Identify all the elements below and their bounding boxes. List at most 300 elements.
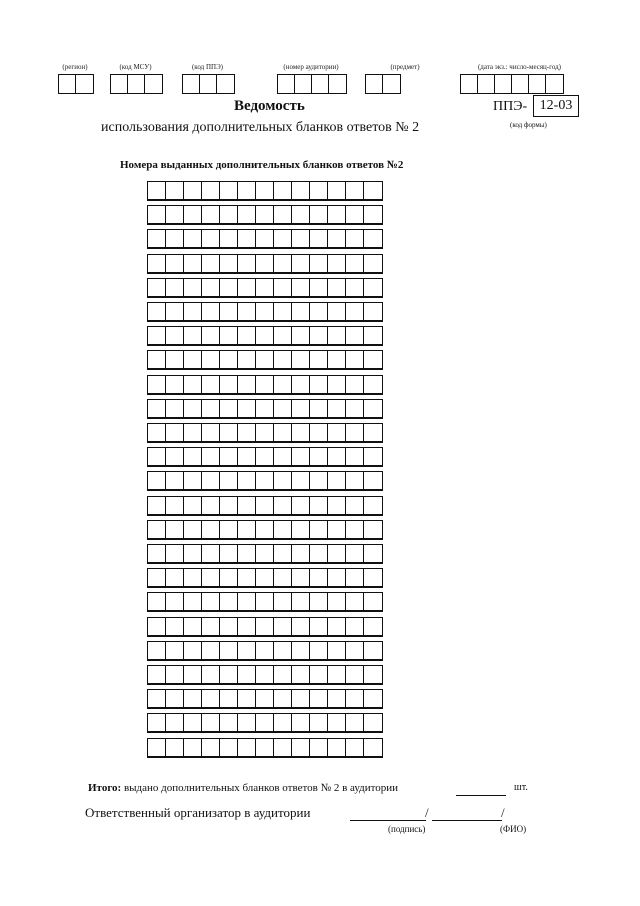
grid-cell[interactable] bbox=[202, 545, 220, 562]
grid-cell[interactable] bbox=[148, 206, 166, 223]
grid-cell[interactable] bbox=[166, 279, 184, 296]
grid-cell[interactable] bbox=[274, 497, 292, 514]
grid-cell[interactable] bbox=[166, 327, 184, 344]
grid-cell[interactable] bbox=[184, 206, 202, 223]
grid-cell[interactable] bbox=[220, 376, 238, 393]
grid-cell[interactable] bbox=[184, 739, 202, 756]
grid-cell[interactable] bbox=[238, 545, 256, 562]
subject-boxes[interactable] bbox=[365, 74, 401, 94]
grid-cell[interactable] bbox=[364, 593, 382, 610]
grid-cell[interactable] bbox=[166, 545, 184, 562]
grid-cell[interactable] bbox=[346, 351, 364, 368]
grid-cell[interactable] bbox=[310, 230, 328, 247]
grid-cell[interactable] bbox=[256, 545, 274, 562]
grid-cell[interactable] bbox=[184, 327, 202, 344]
grid-cell[interactable] bbox=[346, 424, 364, 441]
grid-cell[interactable] bbox=[364, 714, 382, 731]
grid-cell[interactable] bbox=[220, 714, 238, 731]
grid-cell[interactable] bbox=[292, 376, 310, 393]
grid-cell[interactable] bbox=[346, 593, 364, 610]
grid-cell[interactable] bbox=[292, 642, 310, 659]
grid-cell[interactable] bbox=[328, 206, 346, 223]
grid-cell[interactable] bbox=[274, 714, 292, 731]
grid-cell[interactable] bbox=[184, 424, 202, 441]
grid-cell[interactable] bbox=[328, 472, 346, 489]
grid-cell[interactable] bbox=[148, 255, 166, 272]
grid-cell[interactable] bbox=[220, 230, 238, 247]
grid-cell[interactable] bbox=[274, 400, 292, 417]
grid-cell[interactable] bbox=[238, 666, 256, 683]
grid-cell[interactable] bbox=[274, 255, 292, 272]
grid-cell[interactable] bbox=[310, 618, 328, 635]
grid-cell[interactable] bbox=[184, 714, 202, 731]
grid-cell[interactable] bbox=[238, 497, 256, 514]
grid-cell[interactable] bbox=[346, 255, 364, 272]
grid-cell[interactable] bbox=[328, 424, 346, 441]
grid-cell[interactable] bbox=[274, 666, 292, 683]
grid-cell[interactable] bbox=[328, 714, 346, 731]
grid-cell[interactable] bbox=[184, 351, 202, 368]
grid-cell[interactable] bbox=[148, 472, 166, 489]
grid-cell[interactable] bbox=[184, 400, 202, 417]
grid-cell[interactable] bbox=[220, 497, 238, 514]
grid-cell[interactable] bbox=[166, 666, 184, 683]
grid-cell[interactable] bbox=[148, 666, 166, 683]
grid-cell[interactable] bbox=[310, 303, 328, 320]
grid-cell[interactable] bbox=[310, 569, 328, 586]
grid-cell[interactable] bbox=[292, 569, 310, 586]
grid-cell[interactable] bbox=[328, 255, 346, 272]
grid-cell[interactable] bbox=[292, 714, 310, 731]
grid-cell[interactable] bbox=[148, 739, 166, 756]
grid-cell[interactable] bbox=[148, 448, 166, 465]
grid-cell[interactable] bbox=[202, 618, 220, 635]
grid-cell[interactable] bbox=[274, 739, 292, 756]
grid-cell[interactable] bbox=[292, 400, 310, 417]
grid-cell[interactable] bbox=[238, 424, 256, 441]
grid-cell[interactable] bbox=[148, 497, 166, 514]
grid-cell[interactable] bbox=[202, 666, 220, 683]
grid-cell[interactable] bbox=[238, 593, 256, 610]
grid-cell[interactable] bbox=[328, 666, 346, 683]
grid-cell[interactable] bbox=[274, 521, 292, 538]
grid-cell[interactable] bbox=[346, 376, 364, 393]
grid-cell[interactable] bbox=[310, 593, 328, 610]
grid-cell[interactable] bbox=[148, 230, 166, 247]
grid-cell[interactable] bbox=[166, 376, 184, 393]
grid-cell[interactable] bbox=[310, 376, 328, 393]
grid-cell[interactable] bbox=[166, 690, 184, 707]
grid-cell[interactable] bbox=[256, 642, 274, 659]
grid-cell[interactable] bbox=[346, 448, 364, 465]
grid-cell[interactable] bbox=[184, 569, 202, 586]
grid-cell[interactable] bbox=[256, 739, 274, 756]
grid-cell[interactable] bbox=[220, 642, 238, 659]
grid-cell[interactable] bbox=[238, 400, 256, 417]
grid-cell[interactable] bbox=[346, 497, 364, 514]
grid-cell[interactable] bbox=[328, 182, 346, 199]
grid-cell[interactable] bbox=[148, 618, 166, 635]
grid-cell[interactable] bbox=[274, 618, 292, 635]
grid-cell[interactable] bbox=[328, 327, 346, 344]
grid-cell[interactable] bbox=[184, 545, 202, 562]
fio-field[interactable] bbox=[432, 820, 502, 821]
grid-cell[interactable] bbox=[220, 545, 238, 562]
grid-cell[interactable] bbox=[274, 642, 292, 659]
grid-cell[interactable] bbox=[310, 545, 328, 562]
grid-cell[interactable] bbox=[238, 642, 256, 659]
grid-cell[interactable] bbox=[220, 739, 238, 756]
grid-cell[interactable] bbox=[238, 472, 256, 489]
grid-cell[interactable] bbox=[256, 497, 274, 514]
grid-cell[interactable] bbox=[292, 303, 310, 320]
grid-cell[interactable] bbox=[364, 351, 382, 368]
grid-cell[interactable] bbox=[274, 424, 292, 441]
grid-cell[interactable] bbox=[292, 255, 310, 272]
grid-cell[interactable] bbox=[292, 424, 310, 441]
grid-cell[interactable] bbox=[202, 303, 220, 320]
grid-cell[interactable] bbox=[256, 327, 274, 344]
grid-cell[interactable] bbox=[256, 376, 274, 393]
grid-cell[interactable] bbox=[346, 739, 364, 756]
grid-cell[interactable] bbox=[328, 351, 346, 368]
grid-cell[interactable] bbox=[328, 521, 346, 538]
grid-cell[interactable] bbox=[220, 400, 238, 417]
grid-cell[interactable] bbox=[292, 327, 310, 344]
grid-cell[interactable] bbox=[166, 521, 184, 538]
grid-cell[interactable] bbox=[148, 351, 166, 368]
grid-cell[interactable] bbox=[166, 206, 184, 223]
grid-cell[interactable] bbox=[220, 690, 238, 707]
grid-cell[interactable] bbox=[202, 424, 220, 441]
grid-cell[interactable] bbox=[274, 206, 292, 223]
grid-cell[interactable] bbox=[202, 593, 220, 610]
grid-cell[interactable] bbox=[310, 182, 328, 199]
grid-cell[interactable] bbox=[274, 327, 292, 344]
grid-cell[interactable] bbox=[328, 618, 346, 635]
grid-cell[interactable] bbox=[148, 714, 166, 731]
grid-cell[interactable] bbox=[310, 448, 328, 465]
grid-cell[interactable] bbox=[166, 303, 184, 320]
grid-cell[interactable] bbox=[202, 230, 220, 247]
grid-cell[interactable] bbox=[166, 400, 184, 417]
grid-cell[interactable] bbox=[364, 618, 382, 635]
grid-cell[interactable] bbox=[256, 618, 274, 635]
grid-cell[interactable] bbox=[166, 255, 184, 272]
room-boxes[interactable] bbox=[277, 74, 347, 94]
grid-cell[interactable] bbox=[274, 303, 292, 320]
grid-cell[interactable] bbox=[166, 714, 184, 731]
grid-cell[interactable] bbox=[364, 255, 382, 272]
grid-cell[interactable] bbox=[148, 376, 166, 393]
grid-cell[interactable] bbox=[364, 739, 382, 756]
grid-cell[interactable] bbox=[364, 545, 382, 562]
grid-cell[interactable] bbox=[364, 327, 382, 344]
grid-cell[interactable] bbox=[328, 400, 346, 417]
grid-cell[interactable] bbox=[310, 351, 328, 368]
grid-cell[interactable] bbox=[148, 182, 166, 199]
grid-cell[interactable] bbox=[256, 521, 274, 538]
grid-cell[interactable] bbox=[256, 400, 274, 417]
grid-cell[interactable] bbox=[310, 690, 328, 707]
grid-cell[interactable] bbox=[310, 279, 328, 296]
grid-cell[interactable] bbox=[202, 351, 220, 368]
grid-cell[interactable] bbox=[292, 206, 310, 223]
grid-cell[interactable] bbox=[238, 569, 256, 586]
grid-cell[interactable] bbox=[364, 472, 382, 489]
grid-cell[interactable] bbox=[364, 206, 382, 223]
grid-cell[interactable] bbox=[346, 279, 364, 296]
grid-cell[interactable] bbox=[310, 666, 328, 683]
grid-cell[interactable] bbox=[346, 472, 364, 489]
grid-cell[interactable] bbox=[364, 521, 382, 538]
grid-cell[interactable] bbox=[238, 255, 256, 272]
grid-cell[interactable] bbox=[346, 327, 364, 344]
grid-cell[interactable] bbox=[256, 351, 274, 368]
grid-cell[interactable] bbox=[166, 424, 184, 441]
grid-cell[interactable] bbox=[346, 618, 364, 635]
grid-cell[interactable] bbox=[184, 690, 202, 707]
grid-cell[interactable] bbox=[220, 206, 238, 223]
grid-cell[interactable] bbox=[202, 279, 220, 296]
grid-cell[interactable] bbox=[310, 400, 328, 417]
grid-cell[interactable] bbox=[202, 182, 220, 199]
grid-cell[interactable] bbox=[148, 690, 166, 707]
grid-cell[interactable] bbox=[292, 739, 310, 756]
grid-cell[interactable] bbox=[364, 230, 382, 247]
grid-cell[interactable] bbox=[220, 351, 238, 368]
grid-cell[interactable] bbox=[274, 230, 292, 247]
grid-cell[interactable] bbox=[274, 376, 292, 393]
grid-cell[interactable] bbox=[364, 376, 382, 393]
grid-cell[interactable] bbox=[256, 206, 274, 223]
grid-cell[interactable] bbox=[328, 448, 346, 465]
grid-cell[interactable] bbox=[184, 303, 202, 320]
grid-cell[interactable] bbox=[328, 642, 346, 659]
grid-cell[interactable] bbox=[346, 182, 364, 199]
grid-cell[interactable] bbox=[346, 400, 364, 417]
grid-cell[interactable] bbox=[346, 303, 364, 320]
grid-cell[interactable] bbox=[328, 569, 346, 586]
grid-cell[interactable] bbox=[220, 327, 238, 344]
grid-cell[interactable] bbox=[310, 642, 328, 659]
grid-cell[interactable] bbox=[202, 327, 220, 344]
grid-cell[interactable] bbox=[220, 618, 238, 635]
grid-cell[interactable] bbox=[220, 279, 238, 296]
grid-cell[interactable] bbox=[274, 472, 292, 489]
grid-cell[interactable] bbox=[292, 472, 310, 489]
grid-cell[interactable] bbox=[238, 351, 256, 368]
grid-cell[interactable] bbox=[310, 714, 328, 731]
grid-cell[interactable] bbox=[328, 303, 346, 320]
grid-cell[interactable] bbox=[274, 545, 292, 562]
grid-cell[interactable] bbox=[256, 666, 274, 683]
grid-cell[interactable] bbox=[220, 472, 238, 489]
grid-cell[interactable] bbox=[184, 279, 202, 296]
grid-cell[interactable] bbox=[202, 448, 220, 465]
grid-cell[interactable] bbox=[166, 618, 184, 635]
grid-cell[interactable] bbox=[292, 448, 310, 465]
grid-cell[interactable] bbox=[310, 472, 328, 489]
grid-cell[interactable] bbox=[184, 521, 202, 538]
grid-cell[interactable] bbox=[256, 230, 274, 247]
grid-cell[interactable] bbox=[364, 497, 382, 514]
grid-cell[interactable] bbox=[310, 424, 328, 441]
grid-cell[interactable] bbox=[220, 255, 238, 272]
grid-cell[interactable] bbox=[148, 545, 166, 562]
grid-cell[interactable] bbox=[310, 497, 328, 514]
grid-cell[interactable] bbox=[346, 642, 364, 659]
grid-cell[interactable] bbox=[184, 497, 202, 514]
grid-cell[interactable] bbox=[184, 472, 202, 489]
grid-cell[interactable] bbox=[184, 182, 202, 199]
grid-cell[interactable] bbox=[274, 351, 292, 368]
grid-cell[interactable] bbox=[310, 255, 328, 272]
grid-cell[interactable] bbox=[148, 400, 166, 417]
grid-cell[interactable] bbox=[166, 642, 184, 659]
grid-cell[interactable] bbox=[292, 182, 310, 199]
grid-cell[interactable] bbox=[346, 521, 364, 538]
grid-cell[interactable] bbox=[274, 569, 292, 586]
grid-cell[interactable] bbox=[364, 424, 382, 441]
grid-cell[interactable] bbox=[346, 714, 364, 731]
grid-cell[interactable] bbox=[148, 521, 166, 538]
grid-cell[interactable] bbox=[166, 472, 184, 489]
grid-cell[interactable] bbox=[220, 182, 238, 199]
grid-cell[interactable] bbox=[238, 739, 256, 756]
grid-cell[interactable] bbox=[220, 593, 238, 610]
grid-cell[interactable] bbox=[184, 230, 202, 247]
grid-cell[interactable] bbox=[238, 376, 256, 393]
grid-cell[interactable] bbox=[328, 497, 346, 514]
grid-cell[interactable] bbox=[184, 618, 202, 635]
grid-cell[interactable] bbox=[256, 714, 274, 731]
grid-cell[interactable] bbox=[184, 666, 202, 683]
grid-cell[interactable] bbox=[148, 642, 166, 659]
grid-cell[interactable] bbox=[238, 618, 256, 635]
grid-cell[interactable] bbox=[256, 569, 274, 586]
grid-cell[interactable] bbox=[310, 206, 328, 223]
grid-cell[interactable] bbox=[328, 545, 346, 562]
grid-cell[interactable] bbox=[220, 666, 238, 683]
grid-cell[interactable] bbox=[292, 545, 310, 562]
grid-cell[interactable] bbox=[292, 593, 310, 610]
grid-cell[interactable] bbox=[292, 690, 310, 707]
grid-cell[interactable] bbox=[148, 279, 166, 296]
grid-cell[interactable] bbox=[328, 690, 346, 707]
region-boxes[interactable] bbox=[58, 74, 94, 94]
grid-cell[interactable] bbox=[202, 521, 220, 538]
grid-cell[interactable] bbox=[202, 714, 220, 731]
grid-cell[interactable] bbox=[274, 593, 292, 610]
grid-cell[interactable] bbox=[238, 327, 256, 344]
grid-cell[interactable] bbox=[166, 569, 184, 586]
grid-cell[interactable] bbox=[166, 497, 184, 514]
grid-cell[interactable] bbox=[346, 569, 364, 586]
grid-cell[interactable] bbox=[256, 593, 274, 610]
grid-cell[interactable] bbox=[328, 739, 346, 756]
grid-cell[interactable] bbox=[238, 279, 256, 296]
grid-cell[interactable] bbox=[346, 545, 364, 562]
grid-cell[interactable] bbox=[202, 400, 220, 417]
grid-cell[interactable] bbox=[292, 279, 310, 296]
grid-cell[interactable] bbox=[256, 448, 274, 465]
grid-cell[interactable] bbox=[364, 303, 382, 320]
grid-cell[interactable] bbox=[256, 182, 274, 199]
grid-cell[interactable] bbox=[292, 618, 310, 635]
grid-cell[interactable] bbox=[202, 569, 220, 586]
grid-cell[interactable] bbox=[238, 230, 256, 247]
grid-cell[interactable] bbox=[346, 230, 364, 247]
grid-cell[interactable] bbox=[238, 448, 256, 465]
grid-cell[interactable] bbox=[166, 182, 184, 199]
grid-cell[interactable] bbox=[256, 255, 274, 272]
grid-cell[interactable] bbox=[346, 666, 364, 683]
grid-cell[interactable] bbox=[202, 690, 220, 707]
grid-cell[interactable] bbox=[238, 206, 256, 223]
grid-cell[interactable] bbox=[238, 182, 256, 199]
grid-cell[interactable] bbox=[202, 376, 220, 393]
grid-cell[interactable] bbox=[238, 714, 256, 731]
grid-cell[interactable] bbox=[292, 666, 310, 683]
grid-cell[interactable] bbox=[202, 206, 220, 223]
total-count-field[interactable] bbox=[456, 795, 506, 796]
grid-cell[interactable] bbox=[256, 279, 274, 296]
grid-cell[interactable] bbox=[274, 448, 292, 465]
grid-cell[interactable] bbox=[220, 424, 238, 441]
grid-cell[interactable] bbox=[364, 182, 382, 199]
grid-cell[interactable] bbox=[292, 497, 310, 514]
grid-cell[interactable] bbox=[166, 593, 184, 610]
grid-cell[interactable] bbox=[220, 569, 238, 586]
grid-cell[interactable] bbox=[346, 690, 364, 707]
grid-cell[interactable] bbox=[148, 303, 166, 320]
grid-cell[interactable] bbox=[310, 521, 328, 538]
grid-cell[interactable] bbox=[346, 206, 364, 223]
grid-cell[interactable] bbox=[184, 376, 202, 393]
grid-cell[interactable] bbox=[238, 303, 256, 320]
grid-cell[interactable] bbox=[202, 642, 220, 659]
grid-cell[interactable] bbox=[202, 497, 220, 514]
grid-cell[interactable] bbox=[310, 327, 328, 344]
grid-cell[interactable] bbox=[238, 690, 256, 707]
grid-cell[interactable] bbox=[256, 472, 274, 489]
grid-cell[interactable] bbox=[166, 739, 184, 756]
grid-cell[interactable] bbox=[184, 255, 202, 272]
grid-cell[interactable] bbox=[310, 739, 328, 756]
grid-cell[interactable] bbox=[328, 279, 346, 296]
grid-cell[interactable] bbox=[364, 690, 382, 707]
grid-cell[interactable] bbox=[148, 424, 166, 441]
grid-cell[interactable] bbox=[274, 279, 292, 296]
grid-cell[interactable] bbox=[220, 303, 238, 320]
grid-cell[interactable] bbox=[292, 351, 310, 368]
signature-field[interactable] bbox=[350, 820, 426, 821]
grid-cell[interactable] bbox=[148, 593, 166, 610]
grid-cell[interactable] bbox=[256, 690, 274, 707]
grid-cell[interactable] bbox=[274, 690, 292, 707]
grid-cell[interactable] bbox=[238, 521, 256, 538]
grid-cell[interactable] bbox=[292, 521, 310, 538]
grid-cell[interactable] bbox=[364, 666, 382, 683]
grid-cell[interactable] bbox=[364, 400, 382, 417]
grid-cell[interactable] bbox=[364, 279, 382, 296]
grid-cell[interactable] bbox=[184, 642, 202, 659]
grid-cell[interactable] bbox=[148, 569, 166, 586]
grid-cell[interactable] bbox=[166, 230, 184, 247]
grid-cell[interactable] bbox=[202, 255, 220, 272]
grid-cell[interactable] bbox=[364, 448, 382, 465]
